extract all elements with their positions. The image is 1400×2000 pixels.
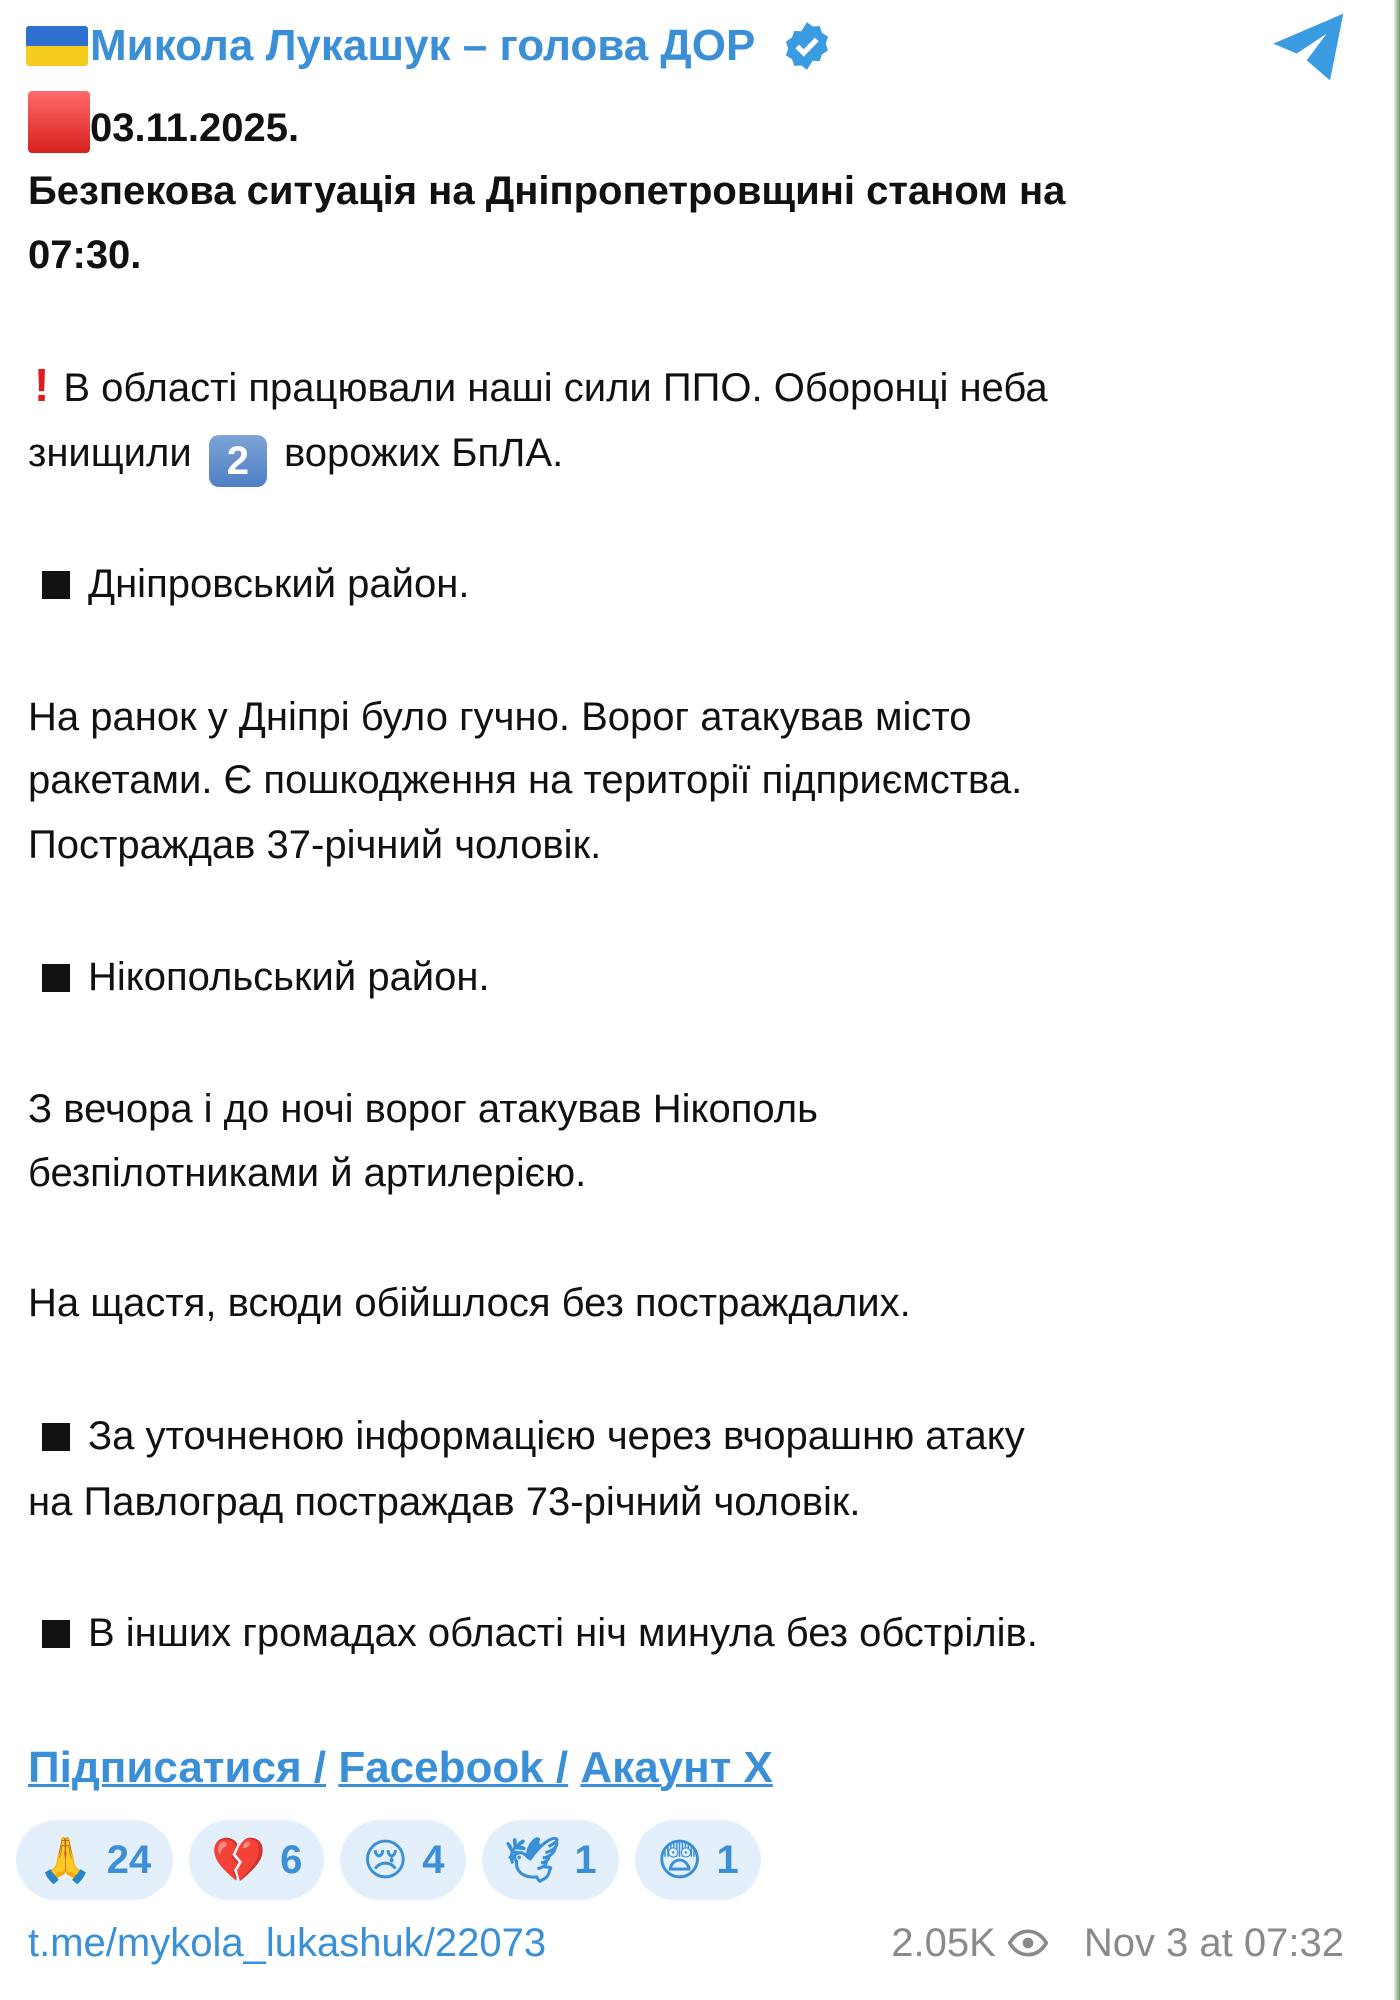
reaction-broken-heart[interactable] — [189, 1820, 324, 1900]
black-square-icon — [42, 571, 70, 599]
verified-badge-icon — [781, 20, 833, 72]
reaction-count: 1 — [574, 1837, 597, 1882]
date-text: 03.11.2025. — [90, 106, 300, 150]
text: За уточненою інформацією через вчорашню атаку — [88, 1414, 1025, 1458]
crying-face-icon: 😢 — [362, 1835, 409, 1885]
post-date-time: Nov 3 at 07:32 — [1083, 1921, 1344, 1965]
post-link[interactable]: t.me/mykola_lukashuk/22073 — [28, 1921, 547, 1965]
window-edge — [1394, 0, 1400, 2000]
black-square-icon — [42, 964, 70, 992]
paragraph: ракетами. Є пошкодження на території підприємства. — [28, 758, 1023, 802]
pray-icon: 🙏 — [38, 1836, 93, 1885]
post-footer — [28, 1915, 1344, 1971]
telegram-icon[interactable] — [1270, 10, 1350, 84]
subscribe-link[interactable]: Підписатися / — [28, 1743, 327, 1792]
paragraph — [28, 420, 563, 487]
view-count: 2.05K — [891, 1921, 996, 1965]
post-title-2: 07:30. — [28, 233, 142, 277]
paragraph: На ранок у Дніпрі було гучно. Ворог атакував місто — [28, 695, 972, 739]
paragraph: на Павлоград постраждав 73-річний чоловік. — [28, 1480, 861, 1524]
broken-heart-icon: 💔 — [211, 1836, 267, 1885]
text: Дніпровський район. — [88, 562, 470, 606]
text: В інших громадах області ніч минула без обстрілів. — [88, 1611, 1038, 1655]
black-square-icon — [42, 1423, 70, 1451]
reaction-pray[interactable] — [16, 1820, 173, 1900]
dove-icon: 🕊 — [504, 1836, 561, 1885]
fearful-face-icon: 😨 — [656, 1835, 703, 1885]
text: Нікопольський район. — [88, 955, 490, 999]
text: знищили — [28, 431, 192, 475]
section-heading — [28, 944, 490, 1010]
ukraine-flag-icon — [26, 26, 88, 66]
exclamation-icon: ! — [34, 359, 50, 411]
text: В області працювали наші сили ППО. Оборонці неба — [63, 366, 1048, 410]
reaction-dove[interactable] — [482, 1820, 618, 1900]
post-title: Безпекова ситуація на Дніпропетровщині станом на — [28, 169, 1066, 213]
reaction-cry[interactable] — [340, 1820, 466, 1900]
paragraph — [28, 1600, 1038, 1666]
reaction-fearful[interactable] — [635, 1820, 761, 1900]
post-meta — [891, 1915, 1344, 1971]
keycap-2-icon: 2 — [209, 435, 267, 487]
eye-icon — [1008, 1928, 1048, 1958]
text: ворожих БпЛА. — [283, 431, 564, 475]
section-heading — [28, 551, 469, 617]
paragraph: З вечора і до ночі ворог атакував Нікополь — [28, 1087, 818, 1131]
channel-name[interactable]: Микола Лукашук – голова ДОР — [90, 21, 756, 70]
paragraph — [28, 1403, 1025, 1469]
red-square-icon — [28, 91, 90, 153]
reaction-count: 1 — [716, 1837, 739, 1882]
post-date — [28, 91, 299, 161]
reactions — [16, 1820, 761, 1900]
post-header — [26, 18, 833, 74]
paragraph: Постраждав 37-річний чоловік. — [28, 823, 602, 867]
paragraph — [28, 352, 1048, 421]
paragraph: На щастя, всюди обійшлося без постраждалих. — [28, 1281, 911, 1325]
reaction-count: 24 — [106, 1837, 152, 1882]
x-account-link[interactable]: Акаунт X — [580, 1743, 773, 1792]
facebook-link[interactable]: Facebook / — [338, 1743, 569, 1792]
reaction-count: 6 — [280, 1837, 303, 1882]
paragraph: безпілотниками й артилерією. — [28, 1151, 587, 1195]
reaction-count: 4 — [422, 1837, 445, 1882]
black-square-icon — [42, 1620, 70, 1648]
links-row — [28, 1735, 773, 1801]
